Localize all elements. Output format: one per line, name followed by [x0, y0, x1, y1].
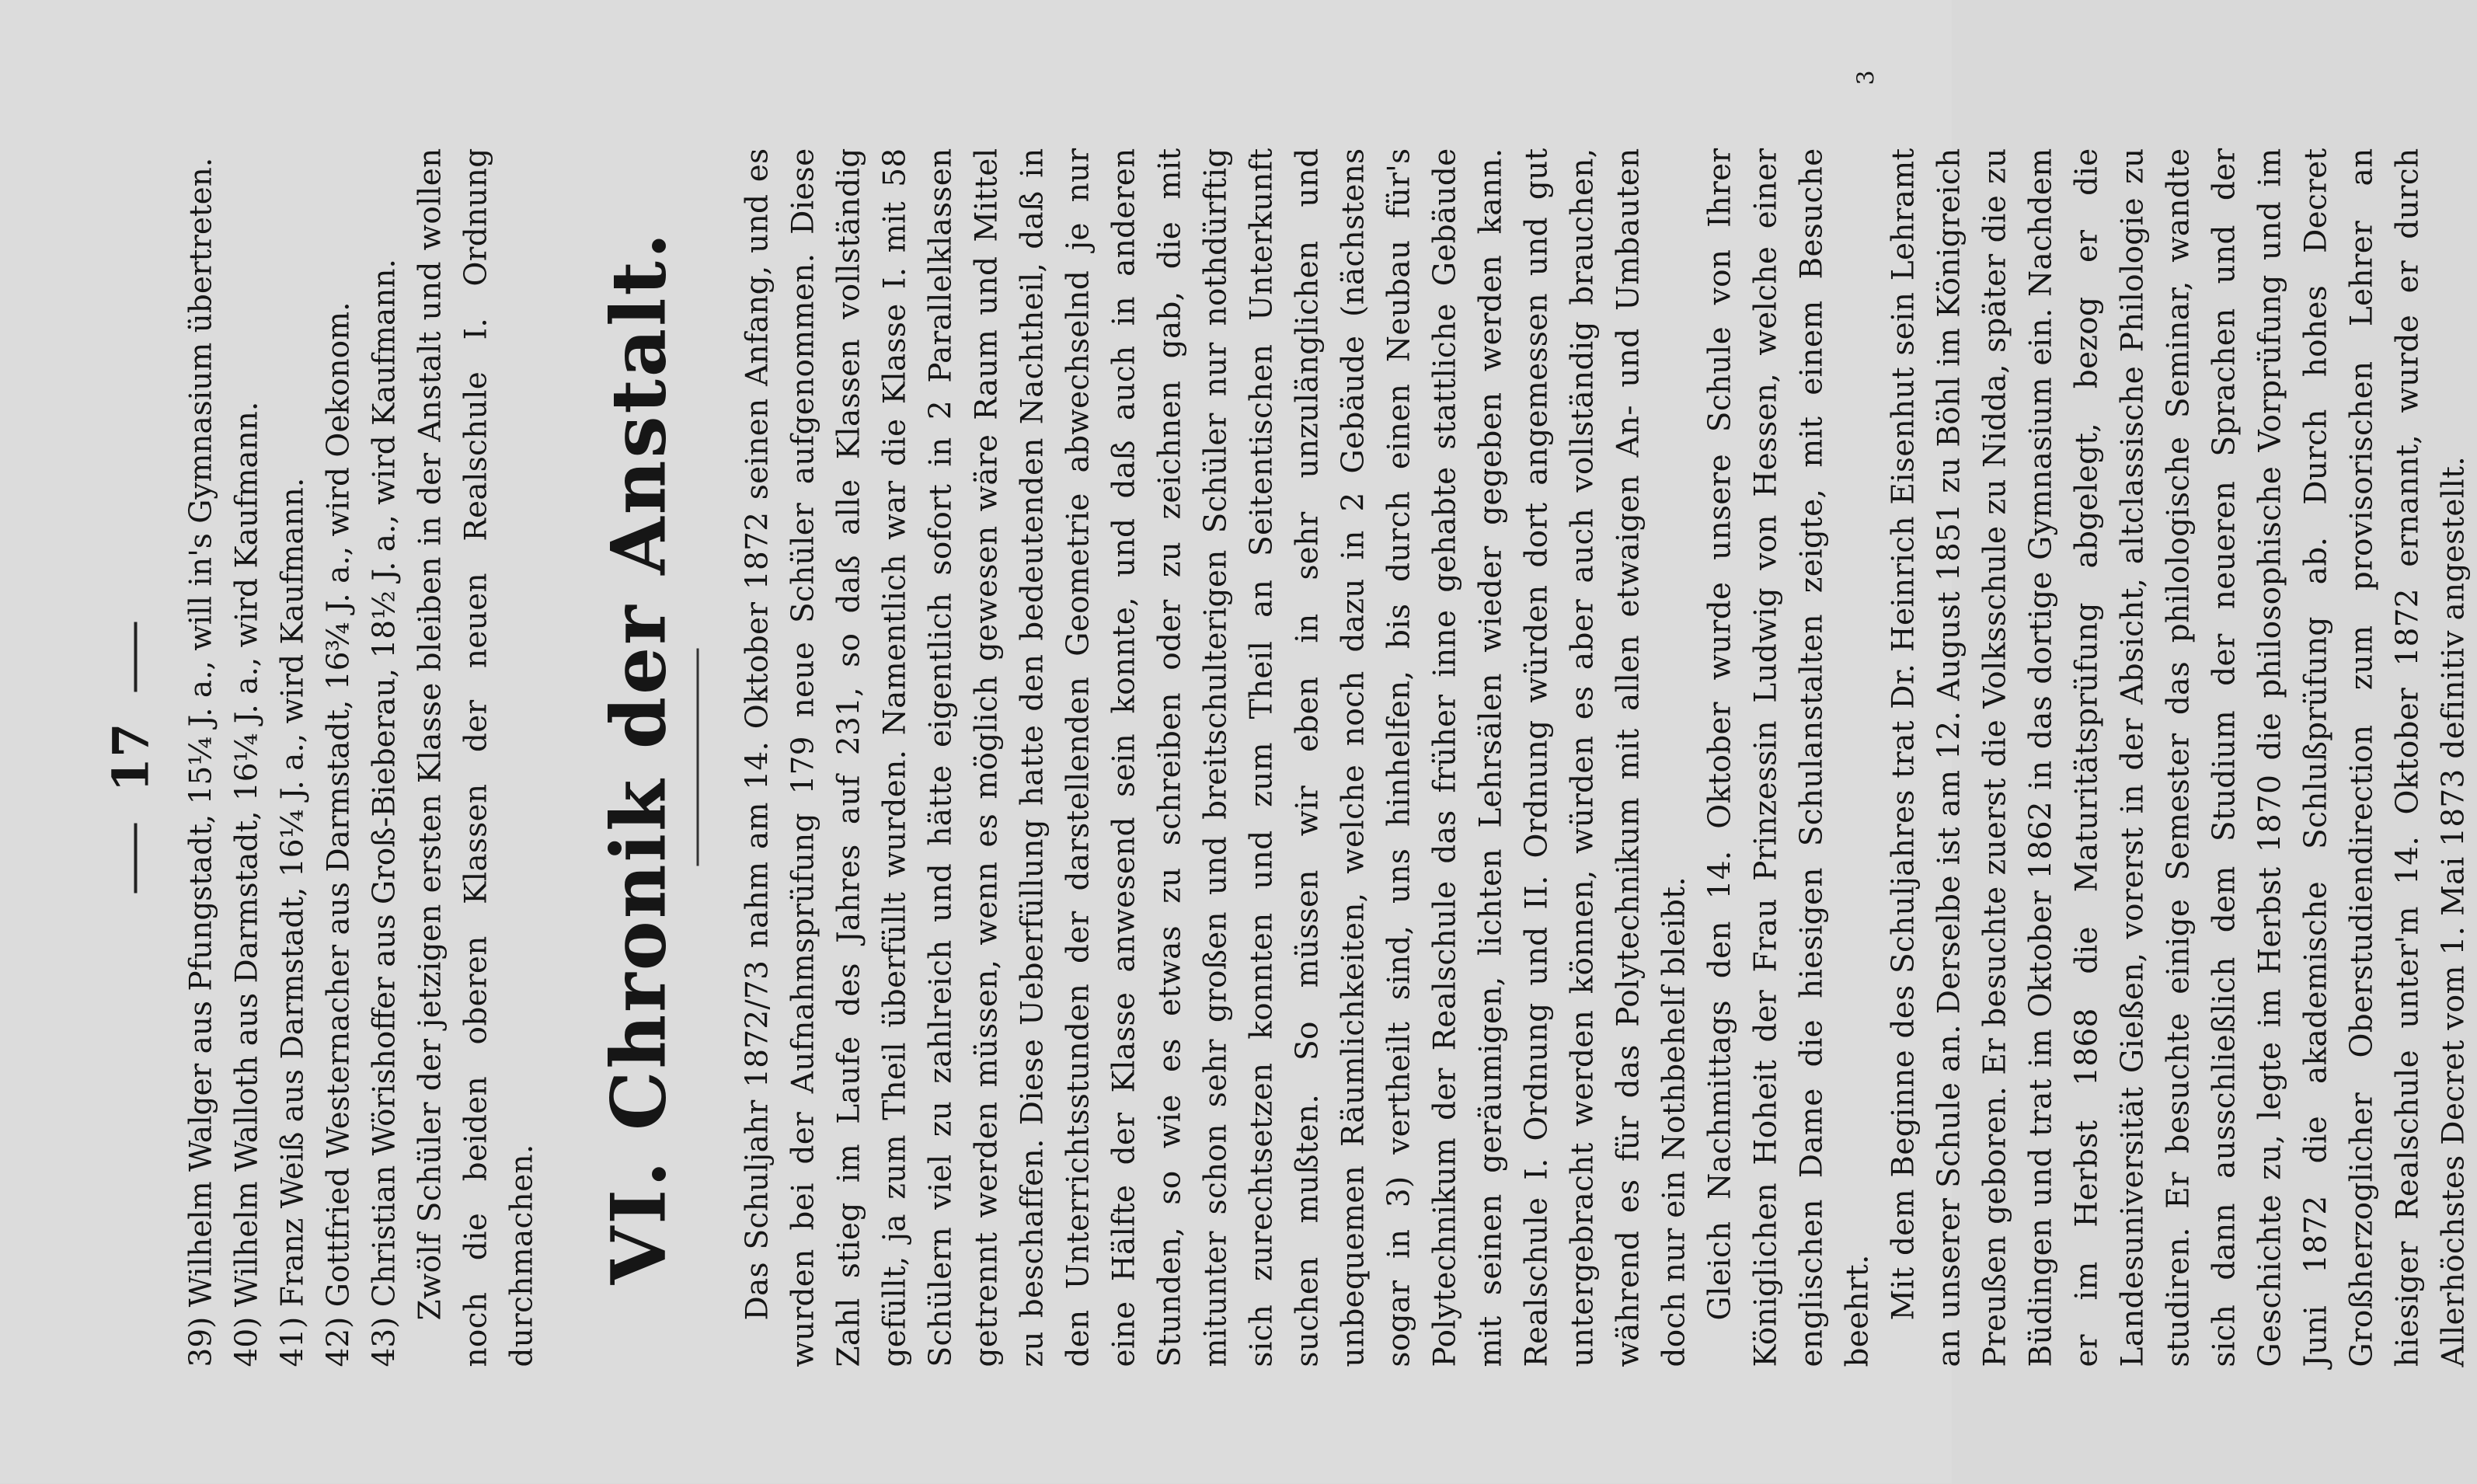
page-number: 17	[102, 723, 161, 793]
list-item: 39) Wilhelm Walger aus Pfungstadt, 15¼ J. a., will in's Gymnasium übertreten.	[183, 157, 219, 1367]
list-item: 42) Gottfried Westernacher aus Darmstadt, 16¾ J. a., wird Oekonom.	[321, 301, 357, 1367]
section-title: VI. Chronik der Anstalt.	[594, 230, 683, 1285]
paragraph: Mit dem Beginne des Schuljahres trat Dr. Heinrich Eisenhut sein Lehramt an unserer Schule an. Derselbe ist am 12. August 1851 zu Böhl im Königreich Preußen geboren. Er besuchte zuerst die Volksschule zu Nidda, später die zu Büdingen und trat im Oktober 1862 in das dortige Gymnasium ein. Nachdem er im Herbst 1868 die Maturitätsprüfung abgelegt, bezog er die Landesuniversität Gießen, vorerst in der Absicht, altclassische Philologie zu studiren. Er besuchte einige Semester das philologische Seminar, wandte sich dann ausschließlich dem Studium der neueren Sprachen und der Geschichte zu, legte im Herbst 1870 die philosophische Vorprüfung und im Juni 1872 die akademische Schlußprüfung ab. Durch hohes Decret Großherzoglicher Oberstudiendirection zum provisorischen Lehrer an hiesiger Realschule unter'm 14. Oktober 1872 ernannt, wurde er durch Allerhöchstes Decret vom 1. Mai 1873 definitiv angestellt.	[1886, 148, 2472, 1367]
title-divider	[697, 649, 699, 866]
header-dash-left	[134, 824, 137, 894]
page-header	[101, 148, 163, 1367]
list-item: 41) Franz Weiß aus Darmstadt, 16¼ J. a., wird Kaufmann.	[275, 477, 311, 1367]
closing-note: Zwölf Schüler der jetzigen ersten Klasse bleiben in der Anstalt und wollen noch die beiden oberen Klassen der neuen Realschule I. Ordnung durchmachen.	[413, 148, 540, 1367]
list-item: 43) Christian Wörishoffer aus Groß-Bieberau, 18½ J. a., wird Kaufmann.	[367, 259, 402, 1367]
student-list	[179, 148, 408, 1367]
paragraph: Gleich Nachmittags den 14. Oktober wurde unsere Schule von Ihrer Königlichen Hoheit der Frau Prinzessin Ludwig von Hessen, welche einer englischen Dame die hiesigen Schulanstalten zeigte, mit einem Besuche beehrt.	[1702, 148, 1876, 1367]
signature-mark: 3	[1852, 70, 1880, 85]
list-item: 40) Wilhelm Walloth aus Darmstadt, 16¼ J. a., wird Kaufmann.	[229, 401, 265, 1367]
header-dash-right	[134, 622, 137, 691]
rotated-page-content	[0, 1, 2472, 1484]
paragraph: Das Schuljahr 1872/73 nahm am 14. Oktober 1872 seinen Anfang, und es wurden bei der Aufnahmsprüfung 179 neue Schüler aufgenommen. Diese Zahl stieg im Laufe des Jahres auf 231, so daß alle Klassen vollständig gefüllt, ja zum Theil überfüllt wurden. Namentlich war die Klasse I. mit 58 Schülern viel zu zahlreich und hätte eigentlich sofort in 2 Parallelklassen getrennt werden müssen, wenn es möglich gewesen wäre Raum und Mittel zu beschaffen. Diese Ueberfüllung hatte den bedeutenden Nachtheil, daß in den Unterrichtsstunden der darstellenden Geometrie abwechselnd je nur eine Hälfte der Klasse anwesend sein konnte, und daß auch in anderen Stunden, so wie es etwas zu schreiben oder zu zeichnen gab, die mit mitunter schon sehr großen und breitschulterigen Schüler nur nothdürftig sich zurechtsetzen konnten und zum Theil an Seitentischen Unterkunft suchen mußten. So müssen wir eben in sehr unzulänglichen und unbequemen Räumlichkeiten, welche noch dazu in 2 Gebäude (nächstens sogar in 3) vertheilt sind, uns hinhelfen, bis durch einen Neubau für's Polytechnikum der Realschule das früher inne gehabte stattliche Gebäude mit seinen geräumigen, lichten Lehrsälen wieder gegeben werden kann. Realschule I. Ordnung und II. Ordnung würden dort angemessen und gut untergebracht werden können, würden es aber auch vollständig brauchen, während es für das Polytechnikum mit allen etwaigen An- und Umbauten doch nur ein Nothbehelf bleibt.	[740, 148, 1692, 1367]
